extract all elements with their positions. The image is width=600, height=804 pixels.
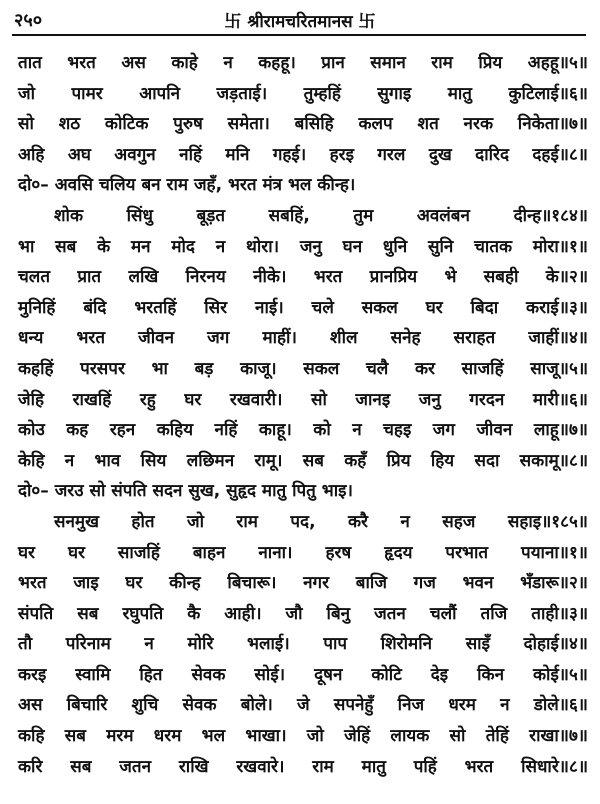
chaupai-line bbox=[0, 688, 600, 719]
chaupai-line bbox=[0, 260, 600, 291]
page-number: २५० bbox=[14, 10, 43, 31]
chaupai-line bbox=[0, 627, 600, 658]
chaupai-line bbox=[0, 230, 600, 261]
verse-text: करि सब जतन राखि रखवारे। राम मातु पहिं भरत सिधारे॥८॥ bbox=[18, 756, 588, 777]
verse-text: संपति सब रघुपति कै आही। जौ बिनु जतन चलौं तजि ताही॥३॥ bbox=[18, 603, 588, 624]
verse-text: तात भरत अस काहे न कहहू। प्रान समान राम प्रिय अहहू॥५॥ bbox=[18, 53, 588, 73]
chaupai-line bbox=[0, 107, 600, 138]
verse-text: भरत जाइ घर कीन्ह बिचारू। नगर बाजि गज भवन भँडारू॥२॥ bbox=[18, 573, 588, 594]
verse-text: सनमुख होत जो राम पद, करै न सहज सहाइ॥१८५॥ bbox=[54, 511, 588, 532]
chaupai-line bbox=[0, 77, 600, 108]
doha-line bbox=[0, 199, 600, 230]
chaupai-line bbox=[0, 597, 600, 628]
running-title: 卐 श्रीरामचरितमानस 卐 bbox=[224, 12, 376, 32]
verse-text: कहहिं परसपर भा बड़ काजू। सकल चलै कर साजहिं साजू॥५॥ bbox=[18, 358, 588, 379]
verse-text: सो शठ कोटिक पुरुष समेता। बसिहि कलप शत नरक निकेता॥७॥ bbox=[18, 114, 588, 135]
chaupai-line bbox=[0, 536, 600, 567]
chaupai-line bbox=[0, 138, 600, 169]
chaupai-line bbox=[0, 719, 600, 750]
verse-text: दो०– अवसि चलिय बन राम जहँ, भरत मंत्र भल कीन्ह। bbox=[18, 175, 356, 196]
verse-text: अहि अघ अवगुन नहिं मनि गहई। हरइ गरल दुख दारिद दहई॥८॥ bbox=[18, 144, 588, 165]
verse-text: घर घर साजहिं बाहन नाना। हरष हृदय परभात पयाना॥१॥ bbox=[18, 542, 588, 563]
verse-text: कहि सब मरम धरम भल भाखा। जो जेहिं लायक सो तेहिं राखा॥७॥ bbox=[18, 726, 588, 747]
page-header bbox=[0, 0, 600, 38]
verse-body bbox=[0, 46, 600, 780]
chaupai-line bbox=[0, 46, 600, 77]
doha-line bbox=[0, 168, 600, 199]
doha-line bbox=[0, 474, 600, 505]
verse-text: कोउ कह रहन कहिय नहिं काहू। को न चहइ जग जीवन लाहू॥७॥ bbox=[18, 420, 588, 441]
chaupai-line bbox=[0, 444, 600, 475]
chaupai-line bbox=[0, 352, 600, 383]
verse-text: शोक सिंधु बूड़त सबहिं, तुम अवलंबन दीन्ह॥१८४॥ bbox=[54, 205, 588, 226]
verse-text: अस बिचारि शुचि सेवक बोले। जे सपनेहुँ निज धरम न डोले॥६॥ bbox=[18, 695, 588, 716]
verse-text: दो०– जरउ सो संपति सदन सुख, सुहृद मातु पितु भाइ। bbox=[18, 481, 353, 502]
verse-text: मुनिहिं बंदि भरतहिं सिर नाई। चले सकल घर बिदा कराई॥३॥ bbox=[18, 297, 588, 318]
doha-line bbox=[0, 505, 600, 536]
verse-text: भा सब के मन मोद न थोरा। जनु घन धुनि सुनि चातक मोरा॥१॥ bbox=[18, 236, 588, 257]
chaupai-line bbox=[0, 383, 600, 414]
chaupai-line bbox=[0, 413, 600, 444]
verse-text: तौ परिनाम न मोरि भलाई। पाप शिरोमनि साइँ दोहाई॥४॥ bbox=[18, 634, 588, 655]
header-rule bbox=[12, 34, 586, 36]
chaupai-line bbox=[0, 750, 600, 781]
verse-text: करइ स्वामि हित सेवक सोई। दूषन कोटि देइ किन कोई॥५॥ bbox=[18, 664, 588, 685]
verse-text: चलत प्रात लखि निरनय नीके। भरत प्रानप्रिय भे सबही के॥२॥ bbox=[18, 267, 588, 288]
verse-text: जेहि राखहिं रहु घर रखवारी। सो जानइ जनु गरदन मारी॥६॥ bbox=[18, 389, 588, 410]
verse-text: जो पामर आपनि जड़ताई। तुम्हहिं सुगाइ मातु कुटिलाई॥६॥ bbox=[18, 83, 588, 104]
chaupai-line bbox=[0, 291, 600, 322]
verse-text: केहि न भाव सिय लछिमन रामू। सब कहँ प्रिय हिय सदा सकामू॥८॥ bbox=[18, 450, 588, 471]
chaupai-line bbox=[0, 566, 600, 597]
chaupai-line bbox=[0, 658, 600, 689]
verse-text: धन्य भरत जीवन जग माहीं। शील सनेह सराहत जाहीं॥४॥ bbox=[18, 328, 588, 349]
chaupai-line bbox=[0, 321, 600, 352]
